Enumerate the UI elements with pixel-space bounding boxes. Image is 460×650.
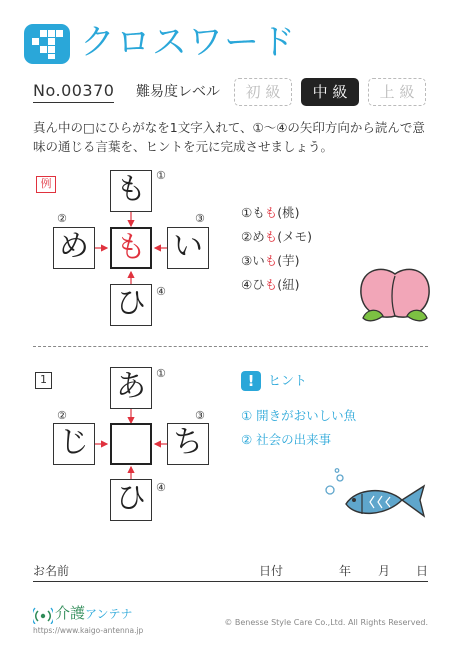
name-label: お名前 <box>33 564 70 578</box>
page-title: クロスワード <box>80 23 297 63</box>
level-beginner: 初 級 <box>234 78 292 106</box>
example-marker-3: ③ <box>195 212 205 225</box>
puzzle-cell-right: ち <box>167 423 209 465</box>
example-answer: ③いも(芋) <box>241 253 300 268</box>
puzzle-marker-2: ② <box>57 409 67 422</box>
difficulty-label: 難易度レベル <box>136 84 220 100</box>
example-marker-1: ① <box>156 169 166 182</box>
example-cell-right: い <box>167 227 209 269</box>
puzzle-marker-4: ④ <box>156 481 166 494</box>
month-label: 月 <box>378 564 391 578</box>
puzzle-cell-left: じ <box>53 423 95 465</box>
hint-item: ② 社会の出来事 <box>241 432 332 447</box>
example-answer: ④ひも(紐) <box>241 277 300 292</box>
day-label: 日 <box>416 564 429 578</box>
puzzle-cell-top: あ <box>110 367 152 409</box>
peach-illustration <box>355 258 435 328</box>
puzzle-marker-1: ① <box>156 367 166 380</box>
hint-label: ヒント <box>268 374 308 389</box>
example-marker-4: ④ <box>156 285 166 298</box>
name-date-line <box>33 581 428 582</box>
section-divider <box>33 346 428 347</box>
antenna-signal-icon <box>33 606 53 624</box>
example-cell-bottom: ひ <box>110 284 152 326</box>
copyright: © Benesse Style Care Co.,Ltd. All Rights Reserved. <box>224 618 428 627</box>
hint-item: ① 開きがおいしい魚 <box>241 408 357 423</box>
puzzle-marker-3: ③ <box>195 409 205 422</box>
example-marker-2: ② <box>57 212 67 225</box>
example-tag: 例 <box>36 176 56 193</box>
exclamation-icon: ! <box>241 371 261 391</box>
puzzle-cell-bottom: ひ <box>110 479 152 521</box>
brand-url[interactable]: https://www.kaigo-antenna.jp <box>33 626 144 635</box>
level-advanced: 上 級 <box>368 78 426 106</box>
puzzle-answer-cell[interactable] <box>110 423 152 465</box>
brand-logo[interactable]: 介護アンテナ <box>55 604 133 622</box>
example-cell-center: も <box>110 227 152 269</box>
fish-illustration <box>320 468 430 528</box>
example-answer: ①もも(桃) <box>241 205 300 220</box>
issue-number: No.00370 <box>33 80 114 103</box>
example-cell-top: も <box>110 170 152 212</box>
example-cell-left: め <box>53 227 95 269</box>
year-label: 年 <box>339 564 352 578</box>
example-answer: ②めも(メモ) <box>241 229 313 244</box>
puzzle-number: 1 <box>35 372 52 389</box>
date-label: 日付 <box>259 564 284 578</box>
level-intermediate: 中 級 <box>301 78 359 106</box>
instructions: 真ん中の□にひらがなを1文字入れて、①～④の矢印方向から読んで意味の通じる言葉を、ヒントを元に完成させましょう。 <box>33 120 425 154</box>
